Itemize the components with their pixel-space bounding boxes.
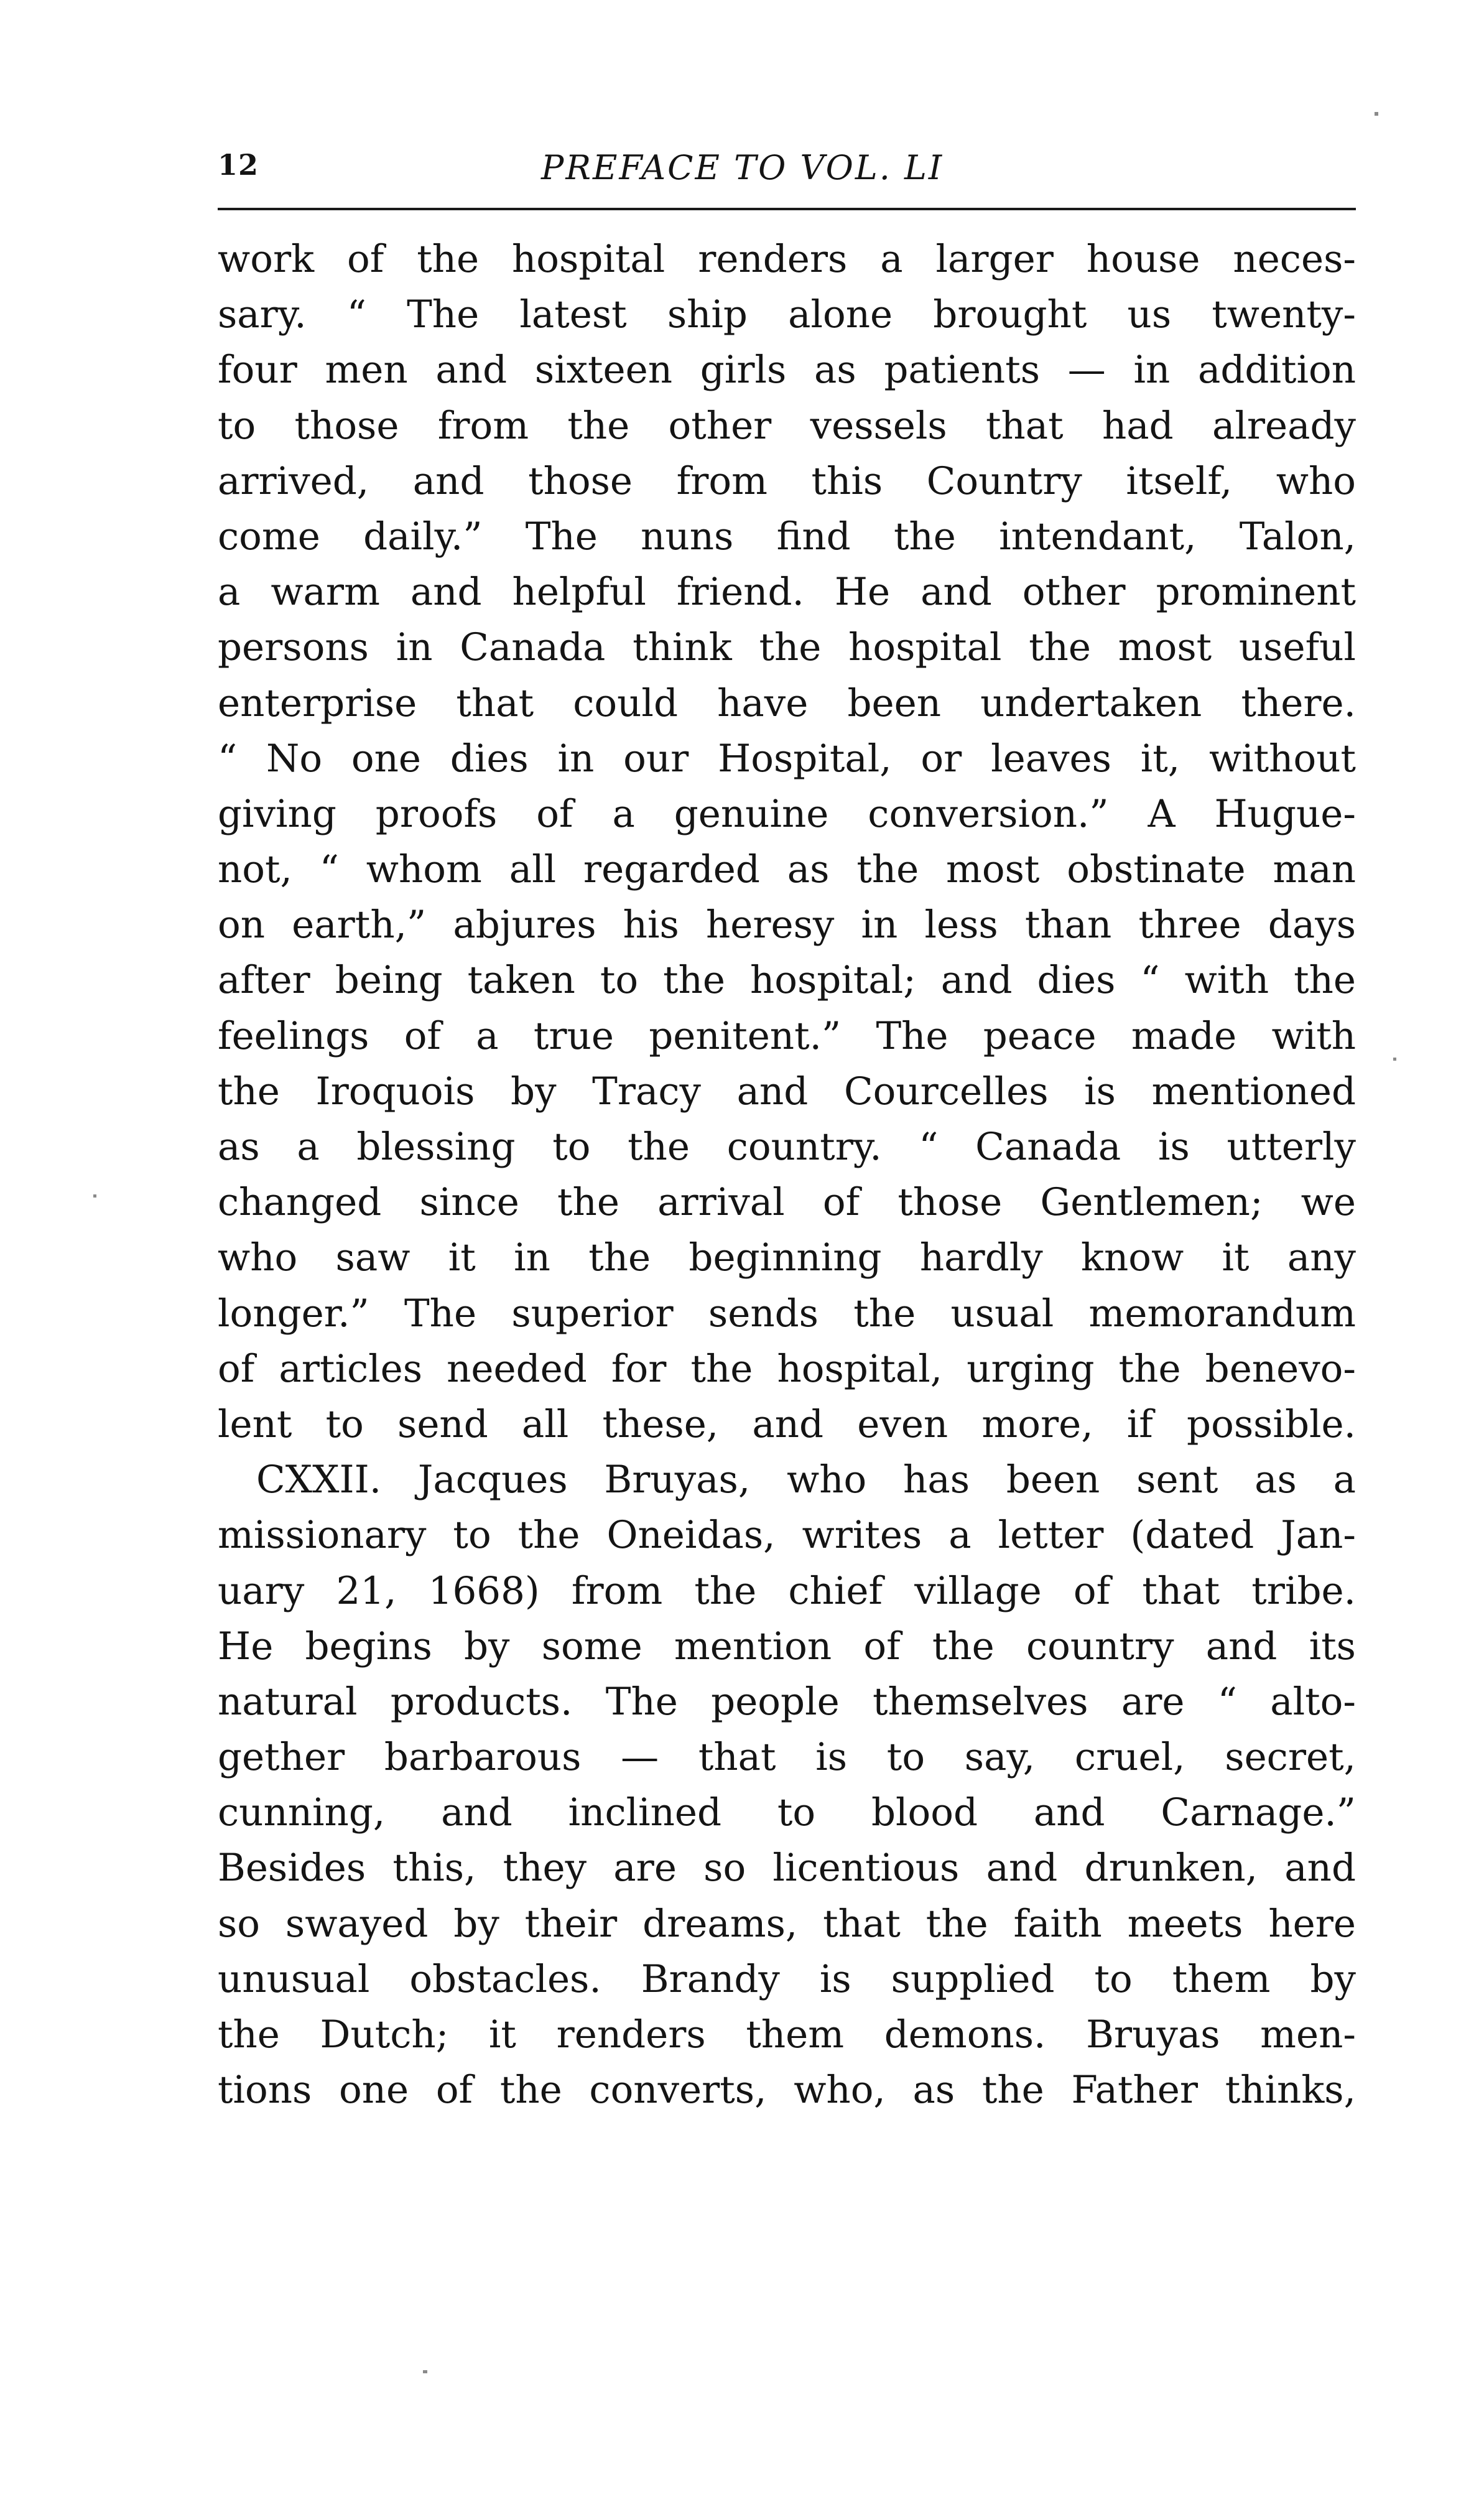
text-line: unusual obstacles. Brandy is supplied to them by [218,1956,1356,2001]
text-line: after being taken to the hospital; and dies “ with the [218,958,1356,1003]
text-line: persons in Canada think the hospital the most useful [218,625,1356,670]
text-line: who saw it in the beginning hardly know it any [218,1235,1356,1280]
text-line: of articles needed for the hospital, urging the benevo- [218,1346,1356,1391]
text-line: natural products. The people themselves are “ alto- [218,1679,1356,1724]
text-line: gether barbarous — that is to say, cruel, secret, [218,1735,1356,1780]
text-line: come daily.” The nuns find the intendant, Talon, [218,514,1356,559]
text-line: tions one of the converts, who, as the Father thinks, [218,2068,1356,2113]
text-line: missionary to the Oneidas, writes a letter (dated Jan- [218,1513,1356,1558]
text-line: giving proofs of a genuine conversion.” A Hugue- [218,791,1356,836]
text-line: CXXII. Jacques Bruyas, who has been sent as a [256,1458,1356,1502]
scan-speck [1393,1058,1396,1061]
text-line: uary 21, 1668) from the chief village of that tribe. [218,1568,1356,1613]
text-line: longer.” The superior sends the usual memorandum [218,1291,1356,1336]
header-rule [218,208,1356,210]
text-line: four men and sixteen girls as patients — in addition [218,348,1356,393]
text-line: the Dutch; it renders them demons. Bruyas men- [218,2012,1356,2057]
page-number: 12 [218,148,259,182]
text-line: lent to send all these, and even more, if possible. [218,1402,1356,1446]
text-line: changed since the arrival of those Gentlemen; we [218,1180,1356,1225]
text-line: “ No one dies in our Hospital, or leaves it, without [218,736,1356,781]
text-line: He begins by some mention of the country and its [218,1624,1356,1668]
text-line: arrived, and those from this Country itself, who [218,458,1356,503]
text-line: Besides this, they are so licentious and drunken, and [218,1846,1356,1891]
scan-speck [93,1194,96,1198]
text-line: cunning, and inclined to blood and Carnage.” [218,1790,1356,1835]
text-line: work of the hospital renders a larger house neces- [218,237,1356,281]
running-head [218,148,1356,204]
text-line: sary. “ The latest ship alone brought us twenty- [218,292,1356,337]
text-line: feelings of a true penitent.” The peace made with [218,1013,1356,1058]
scan-speck [423,2370,427,2373]
scan-speck [1375,112,1378,116]
text-line: on earth,” abjures his heresy in less than three days [218,903,1356,947]
text-line: a warm and helpful friend. He and other prominent [218,570,1356,615]
body-text [218,231,1356,2118]
text-line: the Iroquois by Tracy and Courcelles is mentioned [218,1069,1356,1114]
text-line: not, “ whom all regarded as the most obstinate man [218,847,1356,892]
text-line: to those from the other vessels that had already [218,403,1356,448]
text-line: enterprise that could have been undertaken there. [218,681,1356,725]
running-title: PREFACE TO VOL. LI [541,148,944,187]
text-line: so swayed by their dreams, that the faith meets here [218,1901,1356,1946]
text-line: as a blessing to the country. “ Canada is utterly [218,1125,1356,1169]
